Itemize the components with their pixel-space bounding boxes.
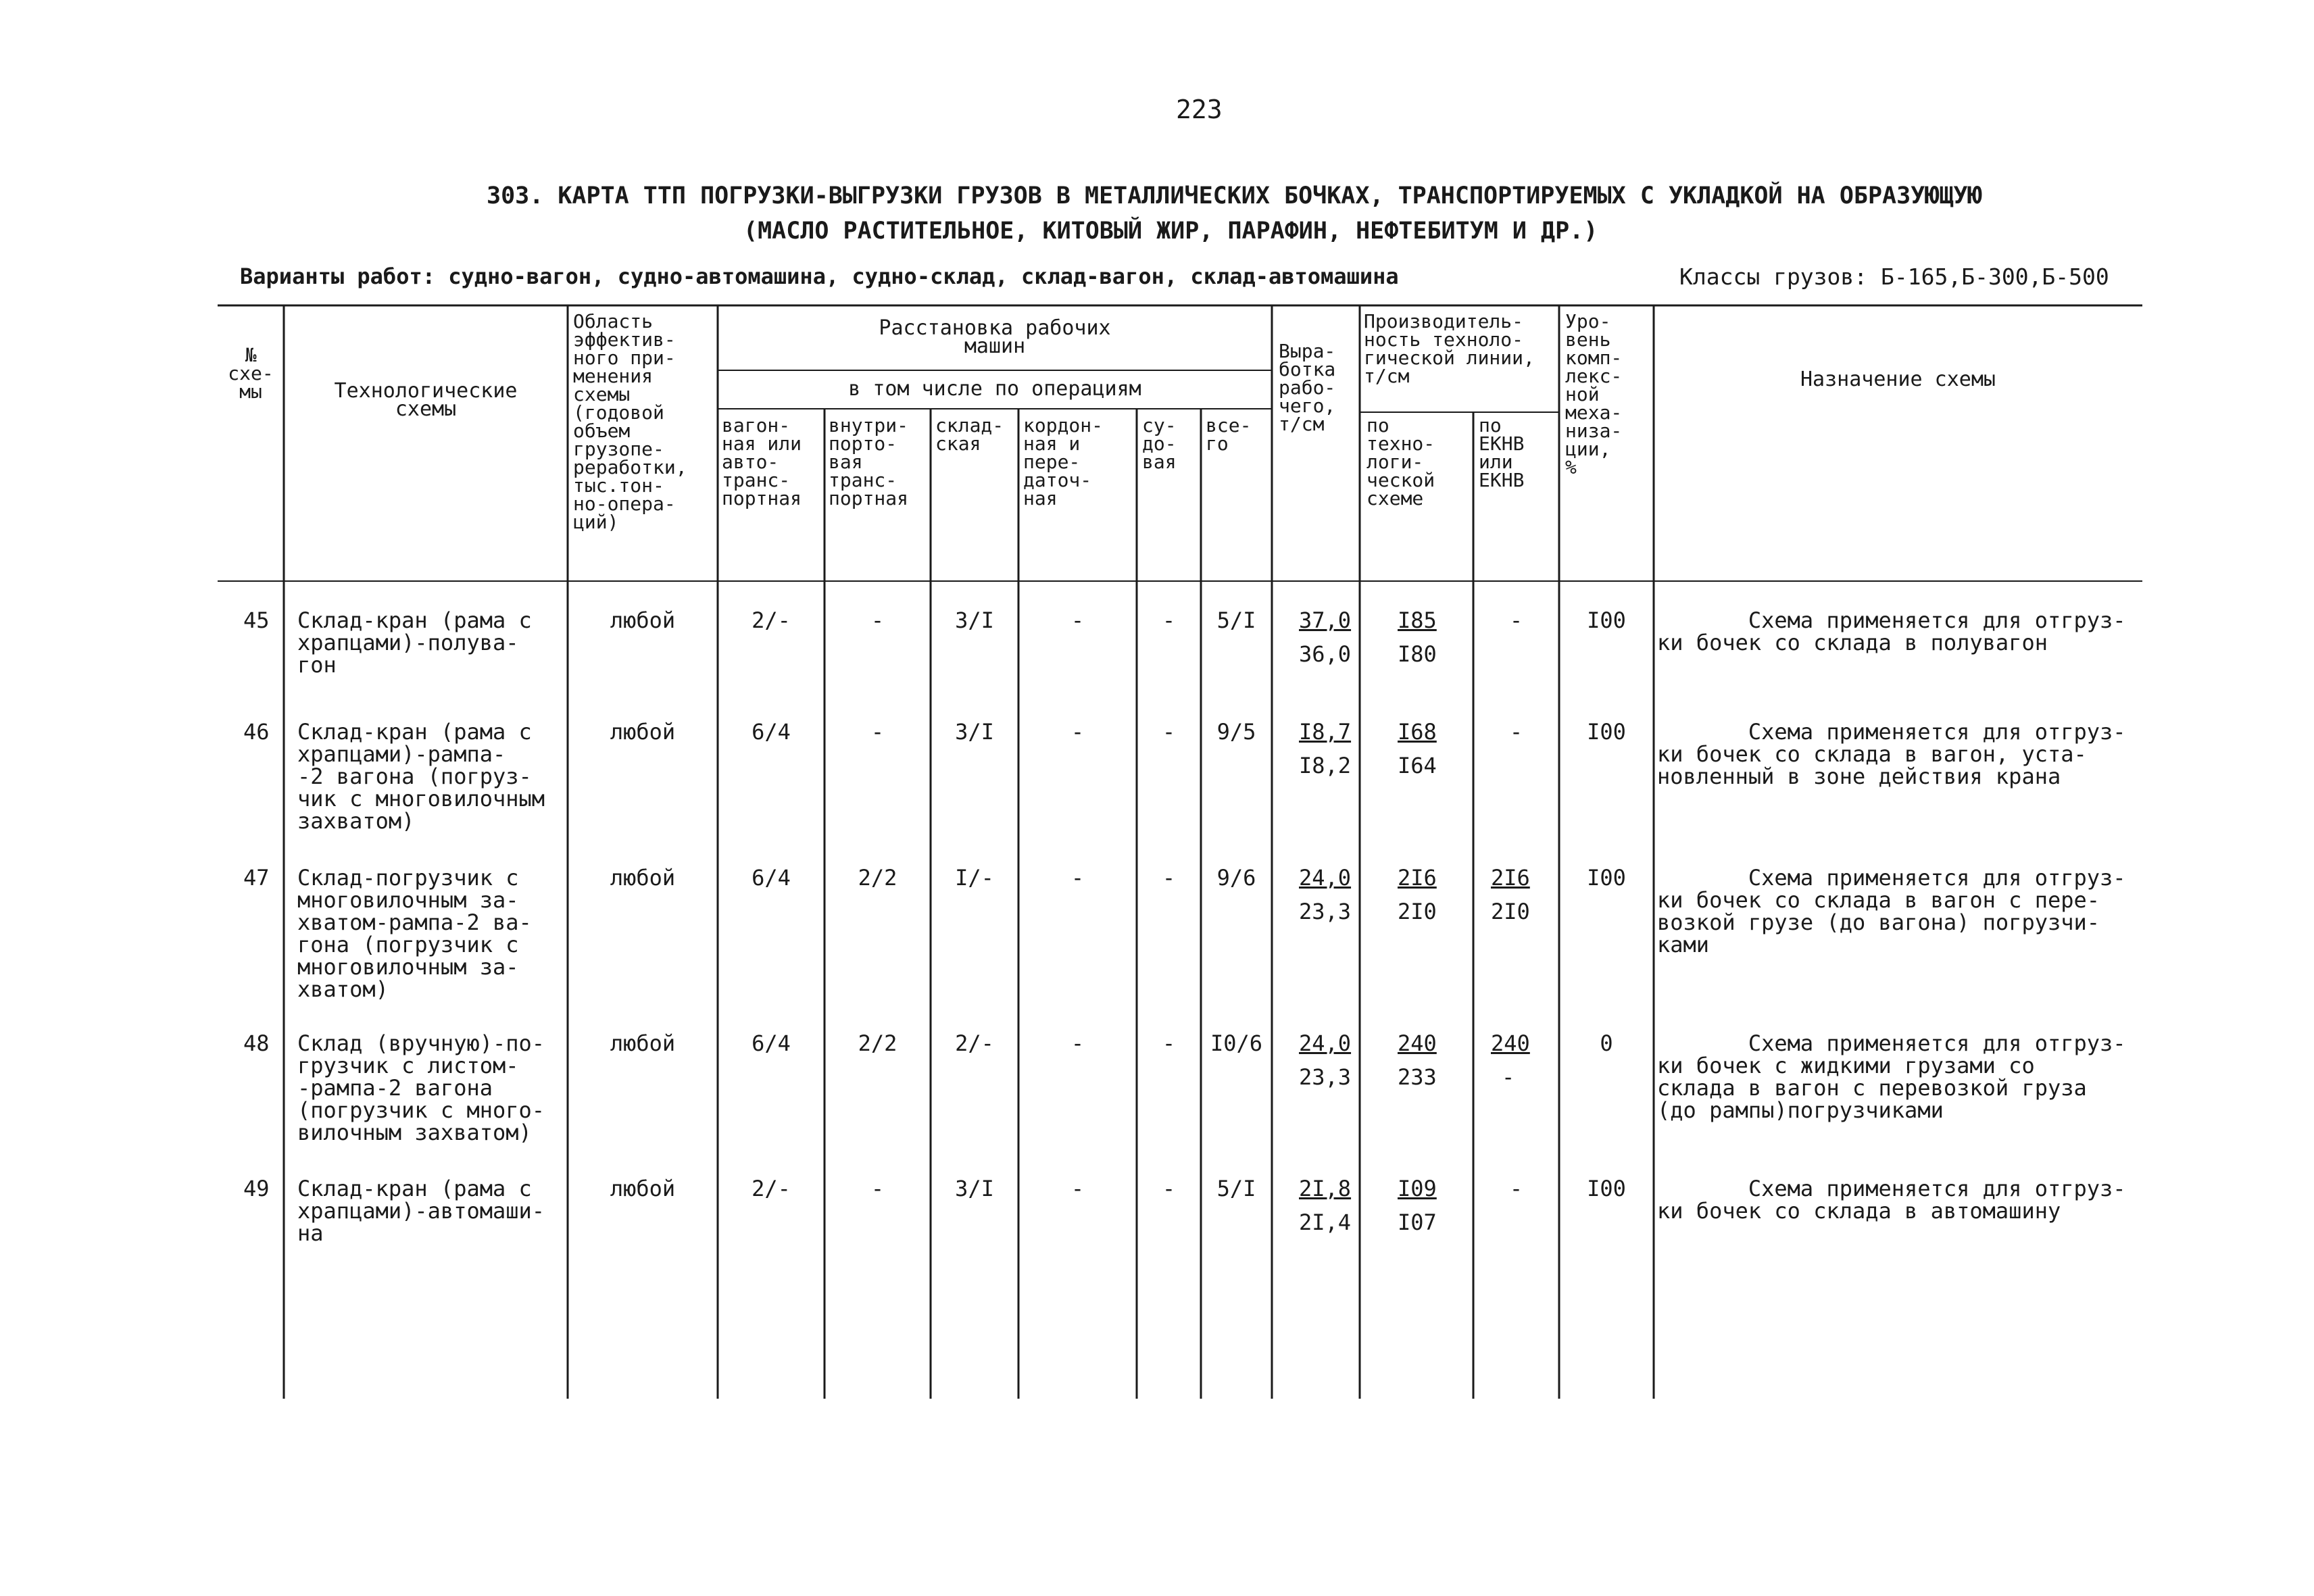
header-worker-output: Выра- ботка рабо- чего, т/см <box>1279 340 1336 435</box>
row-purpose: Схема применяется для отгруз- ки бочек со склада в вагон с пере- возкой грузе (до вагона) погрузчи- ками <box>1657 865 2126 957</box>
row-number: 46 <box>243 719 270 745</box>
row-prod-top: I85 <box>1398 607 1437 633</box>
row-wagon: 2/- <box>752 1176 791 1201</box>
row-prod-bottom: I80 <box>1398 641 1437 667</box>
row-output-bottom: 23,3 <box>1299 899 1352 924</box>
row-total: 9/5 <box>1216 719 1256 745</box>
row-prod-top: 240 <box>1398 1030 1437 1056</box>
row-total: 5/I <box>1216 607 1256 633</box>
row-output-bottom: 36,0 <box>1299 641 1352 667</box>
row-ship: - <box>1162 1176 1176 1201</box>
row-wagon: 2/- <box>752 607 791 633</box>
row-wagon: 6/4 <box>752 719 791 745</box>
row-prod-bottom: I64 <box>1398 753 1437 778</box>
header-mechanization-level: Уро- вень комп- лекс- ной меха- низа- ции, % <box>1565 310 1623 478</box>
row-tech-scheme: Склад (вручную)-по- грузчик с листом- -рампа-2 вагона (погрузчик с много- вилочным захватом) <box>297 1030 545 1145</box>
header-cordon: кордон- ная и пере- даточ- ная <box>1023 414 1104 509</box>
row-inner: - <box>870 719 885 745</box>
row-area: любой <box>610 865 676 891</box>
row-number: 48 <box>243 1030 270 1056</box>
cargo-classes: Классы грузов: Б-165,Б-300,Б-500 <box>1679 264 2109 290</box>
page-number: 223 <box>1176 95 1223 124</box>
row-cordon: - <box>1070 719 1085 745</box>
header-tech-schemes: Технологические схемы <box>334 379 518 421</box>
row-ship: - <box>1162 1030 1176 1056</box>
row-mech-level: I00 <box>1587 719 1626 745</box>
header-productivity: Производитель- ность техноло- гической линии, т/см <box>1364 310 1535 387</box>
row-cordon: - <box>1070 1030 1085 1056</box>
header-application-area: Область эффектив- ного при- менения схемы (годовой объем грузопе- реработки, тыс.тон- но-опера- ций) <box>573 310 687 533</box>
row-output-bottom: 2I,4 <box>1299 1210 1352 1235</box>
row-mech-level: I00 <box>1587 607 1626 633</box>
row-cordon: - <box>1070 607 1085 633</box>
row-purpose: Схема применяется для отгруз- ки бочек со склада в автомашину <box>1657 1176 2126 1224</box>
header-ship: су- до- вая <box>1142 414 1177 473</box>
row-tech-scheme: Склад-кран (рама с храпцами)-автомаши- на <box>297 1176 545 1246</box>
row-eknv-top: - <box>1509 719 1523 745</box>
header-by-scheme: по техно- логи- ческой схеме <box>1367 414 1435 509</box>
row-area: любой <box>610 719 676 745</box>
row-eknv-top: 2I6 <box>1491 865 1530 891</box>
row-inner: 2/2 <box>858 1030 897 1056</box>
row-warehouse: I/- <box>955 865 994 891</box>
header-purpose: Назначение схемы <box>1800 368 1996 391</box>
row-output-top: 37,0 <box>1299 607 1352 633</box>
row-eknv-top: 240 <box>1491 1030 1530 1056</box>
row-eknv-top: - <box>1509 607 1523 633</box>
row-ship: - <box>1162 865 1176 891</box>
row-mech-level: I00 <box>1587 1176 1626 1201</box>
row-inner: - <box>870 1176 885 1201</box>
row-eknv-bottom: 2I0 <box>1491 899 1530 924</box>
row-inner: 2/2 <box>858 865 897 891</box>
schemes-table <box>218 304 2142 1399</box>
row-area: любой <box>610 607 676 633</box>
header-scheme-number: № схе- мы <box>228 344 274 403</box>
row-prod-top: 2I6 <box>1398 865 1437 891</box>
row-area: любой <box>610 1176 676 1201</box>
row-tech-scheme: Склад-кран (рама с храпцами)-полува- гон <box>297 607 532 678</box>
header-by-eknv: по ЕКНВ или ЕКНВ <box>1479 414 1525 491</box>
row-area: любой <box>610 1030 676 1056</box>
row-tech-scheme: Склад-кран (рама с храпцами)-рампа- -2 вагона (погруз- чик с многовилочным захватом) <box>297 719 545 834</box>
row-warehouse: 3/I <box>955 1176 994 1201</box>
row-cordon: - <box>1070 865 1085 891</box>
header-wagon-auto: вагон- ная или авто- транс- портная <box>722 414 802 509</box>
document-title-line-1: 303. КАРТА ТТП ПОГРУЗКИ-ВЫГРУЗКИ ГРУЗОВ В МЕТАЛЛИЧЕСКИХ БОЧКАХ, ТРАНСПОРТИРУЕМЫХ С УКЛАДКОЙ НА ОБРАЗУЮЩУЮ <box>487 182 1982 209</box>
row-warehouse: 2/- <box>955 1030 994 1056</box>
row-mech-level: 0 <box>1600 1030 1613 1056</box>
header-machine-placement: Расстановка рабочих машин <box>879 316 1111 358</box>
row-wagon: 6/4 <box>752 1030 791 1056</box>
row-tech-scheme: Склад-погрузчик с многовилочным за- хватом-рампа-2 ва- гона (погрузчик с многовилочным за- хватом) <box>297 865 532 1002</box>
row-inner: - <box>870 607 885 633</box>
row-warehouse: 3/I <box>955 719 994 745</box>
row-wagon: 6/4 <box>752 865 791 891</box>
row-number: 45 <box>243 607 270 633</box>
work-variants: Варианты работ: судно-вагон, судно-автомашина, судно-склад, склад-вагон, склад-автомашина <box>240 264 1399 289</box>
row-output-bottom: 23,3 <box>1299 1064 1352 1090</box>
row-output-top: 2I,8 <box>1299 1176 1352 1201</box>
row-prod-bottom: 233 <box>1398 1064 1437 1090</box>
row-prod-top: I09 <box>1398 1176 1437 1201</box>
row-purpose: Схема применяется для отгруз- ки бочек со склада в полувагон <box>1657 607 2126 655</box>
row-output-top: 24,0 <box>1299 865 1352 891</box>
row-eknv-bottom: - <box>1502 1064 1515 1090</box>
row-number: 47 <box>243 865 270 891</box>
row-prod-top: I68 <box>1398 719 1437 745</box>
row-number: 49 <box>243 1176 270 1201</box>
row-total: 9/6 <box>1216 865 1256 891</box>
row-prod-bottom: 2I0 <box>1398 899 1437 924</box>
row-output-bottom: I8,2 <box>1299 753 1352 778</box>
document-title-line-2: (МАСЛО РАСТИТЕЛЬНОЕ, КИТОВЫЙ ЖИР, ПАРАФИН, НЕФТЕБИТУМ И ДР.) <box>743 218 1598 245</box>
row-eknv-top: - <box>1509 1176 1523 1201</box>
header-warehouse: склад- ская <box>935 414 1004 455</box>
row-purpose: Схема применяется для отгруз- ки бочек с жидкими грузами со склада в вагон с перевозкой груза (до рампы)погрузчиками <box>1657 1030 2126 1123</box>
row-ship: - <box>1162 607 1176 633</box>
row-cordon: - <box>1070 1176 1085 1201</box>
row-output-top: I8,7 <box>1299 719 1352 745</box>
row-mech-level: I00 <box>1587 865 1626 891</box>
row-warehouse: 3/I <box>955 607 994 633</box>
row-output-top: 24,0 <box>1299 1030 1352 1056</box>
header-including-operations: в том числе по операциям <box>848 377 1141 401</box>
row-ship: - <box>1162 719 1176 745</box>
row-prod-bottom: I07 <box>1398 1210 1437 1235</box>
header-total: все- го <box>1206 414 1252 455</box>
row-total: I0/6 <box>1210 1030 1263 1056</box>
row-purpose: Схема применяется для отгруз- ки бочек со склада в вагон, уста- новленный в зоне действия крана <box>1657 719 2126 789</box>
header-inner-port: внутри- порто- вая транс- портная <box>829 414 909 509</box>
row-total: 5/I <box>1216 1176 1256 1201</box>
